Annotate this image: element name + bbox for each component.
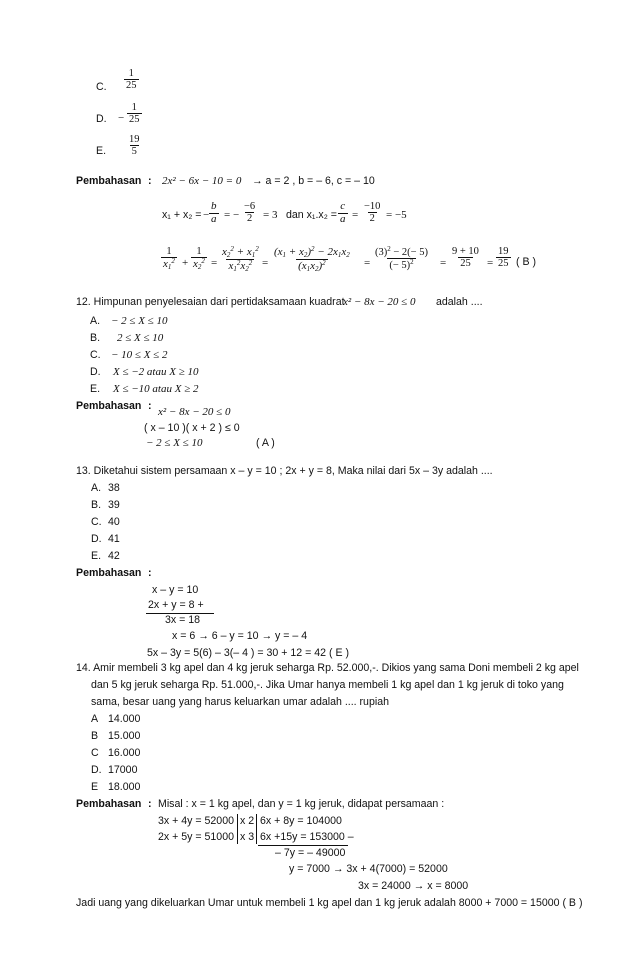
option-e-denominator: 5	[131, 146, 137, 158]
q14-res-1: 6x + 8y = 104000	[260, 815, 342, 827]
q11-answer: ( B )	[516, 256, 537, 268]
q14-y-value: y = 7000 → 3x + 4(7000) = 52000	[289, 863, 448, 875]
q11-term-2: $\frac{1}{x_2^2}$	[193, 246, 205, 272]
q14-eq-1: 3x + 4y = 52000	[158, 815, 234, 827]
q11-neg10: −10	[364, 201, 381, 212]
q11-final-fraction: $\frac{19}{25}$	[498, 246, 509, 270]
q13-option-a-letter: A.	[91, 482, 102, 494]
q14-option-c-letter: C	[91, 747, 99, 759]
q11-c: c	[340, 200, 346, 212]
q13-option-b-letter: B.	[91, 499, 102, 511]
q14-divider-1	[237, 814, 238, 844]
q13-option-c-text: 40	[108, 516, 120, 528]
q12-inequality: x² − 8x − 20 ≤ 0	[343, 296, 416, 308]
q11-term-3: $\frac{x_2^2 + x_1^2}{x_1^2x_2^2}$	[222, 245, 259, 274]
q14-mul-2: x 3	[240, 831, 255, 843]
q11-neg6-over-2	[242, 201, 257, 224]
q12-option-d-letter: D.	[90, 366, 101, 378]
document-page: C. $\frac{1}{25}$ D. − $\frac{1}{25}$ E. $\frac{19}{5}$ Pembahasan : 2x² − 6x − 10 = 0 → a = 2 , b = – 6, c = – 10 x₁ + x₂ = − $\frac{b}{a}$ = − $\frac{-6}{2}$ = 3 dan x₁.x₂ = $\frac{c}{a}$ = $\frac{-10}{2}$ = −5 $\frac{1}{x_1^2}$ + $\frac{1}{x_2^2}$ = $\frac{x_2^2 + x_1^2}{x_1^2x_2^2}$ = $\frac{(x_1 + x_2)^2 - 2x_1x_2}{(x_1x_2)^2}$ = $\frac{(3)^2 - 2(- 5)}{(- 5)^2}$ = $\frac{9 + 10}{25}$ = $\frac{19}{25}$ ( B ) 12. Himpunan penyelesaian dari pertidaksamaan kuadrat x² − 8x − 20 ≤ 0 adalah .... A. − 2 ≤ X ≤ 10 B. 2 ≤ X ≤ 10 C. − 10 ≤ X ≤ 2 D. X ≤ −2 atau X ≥ 10 E. X ≤ −10 atau X ≥ 2 Pembahasan : x² − 8x − 20 ≤ 0 ( x – 10 )( x + 2 ) ≤ 0 − 2 ≤ X ≤ 10 ( A ) 13. Diketahui sistem persamaan x – y = 10 ; 2x + y = 8, Maka nilai dari 5x – 3y adalah .... A. 38 B. 39 C. 40 D. 41 E. 42 Pembahasan : x – y = 10 2x + y = 8 + 3x = 18 x = 6 → 6 – y = 10 → y = – 4 5x – 3y = 5(6) – 3(– 4 ) = 30 + 12 = 42 ( E ) 14. Amir membeli 3 kg apel dan 4 kg jeruk seharga Rp. 52.000,-. Dikios yang sama Doni membeli 2 kg apel dan 5 kg jeruk seharga Rp. 51.000,-. Jika Umar hanya membeli 1 kg apel dan 1 kg jeruk di toko yang sama, besar uang yang harus keluarkan umar adalah .... rupiah A 14.000 B 15.000 C 16.000 D. 17000 E 18.000 Pembahasan : Misal : x = 1 kg apel, dan y = 1 kg jeruk, didapat persamaan : 3x + 4y = 52000 x 2 6x + 8y = 104000 2x + 5y = 51000 x 3 6x +15y = 153000 – – 7y = – 49000 y = 7000 → 3x + 4(7000) = 52000 3x = 24000 → x = 8000 Jadi uang yang dikeluarkan Umar untuk membeli 1 kg apel dan 1 kg jeruk adalah 8000 + 7000 = 15000 ( B )	[0, 0, 638, 976]
q12-answer: ( A )	[256, 437, 275, 449]
q12-question: 12. Himpunan penyelesaian dari pertidaksamaan kuadrat	[76, 296, 345, 308]
q11-term-4: $\frac{(x_1 + x_2)^2 - 2x_1x_2}{(x_1x_2)^2}$	[274, 245, 350, 274]
q11-neg10-over-2	[362, 201, 382, 224]
q13-option-c-letter: C.	[91, 516, 102, 528]
q12-step-2: ( x – 10 )( x + 2 ) ≤ 0	[144, 422, 240, 434]
q11-term-5: $\frac{(3)^2 - 2(- 5)}{(- 5)^2}$	[375, 245, 428, 272]
q14-option-c-text: 16.000	[108, 747, 141, 759]
q14-res-2: 6x +15y = 153000 –	[260, 831, 354, 843]
q13-step-3: 3x = 18	[165, 614, 201, 626]
q14-option-a-text: 14.000	[108, 713, 141, 725]
q13-option-e-text: 42	[108, 550, 120, 562]
q13-option-a-text: 38	[108, 482, 120, 494]
option-e-fraction	[127, 134, 142, 157]
q11-neg6: −6	[244, 201, 256, 212]
q13-step-4: x = 6 → 6 – y = 10 → y = – 4	[172, 630, 308, 642]
q14-x-value: 3x = 24000 → x = 8000	[358, 880, 469, 892]
option-e-letter: E.	[96, 145, 107, 157]
q14-option-d-text: 17000	[108, 764, 138, 776]
q11-prod-eq: =	[352, 209, 359, 221]
q11-pembahasan-label: Pembahasan	[76, 175, 142, 187]
q13-question: 13. Diketahui sistem persamaan x – y = 10 ; 2x + y = 8, Maka nilai dari 5x – 3y adalah ....	[76, 465, 493, 477]
option-d-denominator: 25	[129, 114, 140, 126]
q11-equation: 2x² − 6x − 10 = 0	[162, 175, 242, 187]
q14-option-e-text: 18.000	[108, 781, 141, 793]
q12-option-e-text: X ≤ −10 atau X ≥ 2	[113, 383, 199, 395]
q11-c-over-a	[338, 201, 348, 225]
q14-pembahasan-label: Pembahasan	[76, 798, 142, 810]
q11-product-expr: = −5	[386, 209, 407, 221]
q13-step-5: 5x – 3y = 5(6) – 3(– 4 ) = 30 + 12 = 42 ( E )	[147, 647, 349, 659]
q14-divider-2	[256, 814, 257, 844]
option-c-denominator: 25	[126, 80, 137, 92]
q12-step-3: − 2 ≤ X ≤ 10	[146, 437, 203, 449]
q12-question-end: adalah ....	[436, 296, 483, 308]
q13-pembahasan-label: Pembahasan	[76, 567, 142, 579]
q14-question-line-2: dan 5 kg jeruk seharga Rp. 51.000,-. Jika Umar hanya membeli 1 kg apel dan 1 kg jeruk di toko yang	[91, 679, 564, 691]
option-d-fraction	[127, 102, 142, 125]
q12-option-e-letter: E.	[90, 383, 101, 395]
q13-pembahasan-colon: :	[148, 567, 152, 579]
option-c-numerator: 1	[128, 68, 134, 79]
q11-sum-minus-1: −	[203, 209, 210, 221]
q14-option-a-letter: A	[91, 713, 99, 725]
q14-eq-2: 2x + 5y = 51000	[158, 831, 234, 843]
q13-step-2: 2x + y = 8 +	[148, 599, 204, 611]
q13-option-e-letter: E.	[91, 550, 102, 562]
option-e-numerator: 19	[129, 134, 140, 145]
q12-option-c-text: − 10 ≤ X ≤ 2	[111, 349, 168, 361]
q12-option-b-text: 2 ≤ X ≤ 10	[117, 332, 164, 344]
option-c-fraction	[124, 68, 139, 91]
q11-sum-label: x₁ + x₂ =	[162, 209, 202, 221]
q14-option-b-letter: B	[91, 730, 99, 742]
q14-mul-1: x 2	[240, 815, 255, 827]
q12-option-c-letter: C.	[90, 349, 101, 361]
q14-option-b-text: 15.000	[108, 730, 141, 742]
q14-subtract-line	[258, 845, 348, 846]
q12-step-1: x² − 8x − 20 ≤ 0	[158, 406, 231, 418]
option-c-letter: C.	[96, 81, 107, 93]
q12-option-d-text: X ≤ −2 atau X ≥ 10	[113, 366, 199, 378]
q14-question-line-3: sama, besar uang yang harus keluarkan umar adalah .... rupiah	[91, 696, 389, 708]
q14-option-e-letter: E	[91, 781, 99, 793]
q14-conclusion: Jadi uang yang dikeluarkan Umar untuk membeli 1 kg apel dan 1 kg jeruk adalah 8000 + 7000 = 15000 ( B )	[76, 897, 583, 909]
q13-step-1: x – y = 10	[152, 584, 199, 596]
q12-option-a-text: − 2 ≤ X ≤ 10	[111, 315, 168, 327]
q13-option-d-text: 41	[108, 533, 120, 545]
q14-option-d-letter: D.	[91, 764, 102, 776]
option-d-numerator: 1	[131, 102, 137, 113]
q11-sum-expr: = 3	[263, 209, 278, 221]
q13-option-b-text: 39	[108, 499, 120, 511]
q12-option-b-letter: B.	[90, 332, 101, 344]
q11-two-b: 2	[369, 213, 375, 225]
q11-term-1: $\frac{1}{x_1^2}$	[163, 246, 175, 272]
q12-option-a-letter: A.	[90, 315, 101, 327]
q14-misal: Misal : x = 1 kg apel, dan y = 1 kg jeruk, didapat persamaan :	[158, 798, 445, 810]
q14-pembahasan-colon: :	[148, 798, 152, 810]
q11-coefficients: → a = 2 , b = – 6, c = – 10	[252, 175, 375, 187]
q11-a2: a	[340, 212, 346, 225]
q11-term-6: $\frac{9 + 10}{25}$	[452, 246, 479, 270]
q14-question-line-1: 14. Amir membeli 3 kg apel dan 4 kg jeruk seharga Rp. 52.000,-. Dikios yang sama Doni membeli 2 kg apel	[76, 662, 579, 674]
q11-b: b	[211, 200, 217, 212]
q11-dan-label: dan x₁.x₂ =	[286, 209, 337, 221]
option-d-sign: −	[118, 112, 125, 124]
q11-sum-eq-minus: = −	[224, 209, 240, 221]
option-d-letter: D.	[96, 113, 107, 125]
q11-two: 2	[246, 213, 253, 225]
q14-diff: – 7y = – 49000	[275, 847, 346, 859]
q11-a: a	[211, 212, 217, 225]
q11-b-over-a	[209, 201, 219, 225]
q12-pembahasan-label: Pembahasan	[76, 400, 142, 412]
q11-pembahasan-colon: :	[148, 175, 152, 187]
q12-pembahasan-colon: :	[148, 400, 152, 412]
q13-option-d-letter: D.	[91, 533, 102, 545]
